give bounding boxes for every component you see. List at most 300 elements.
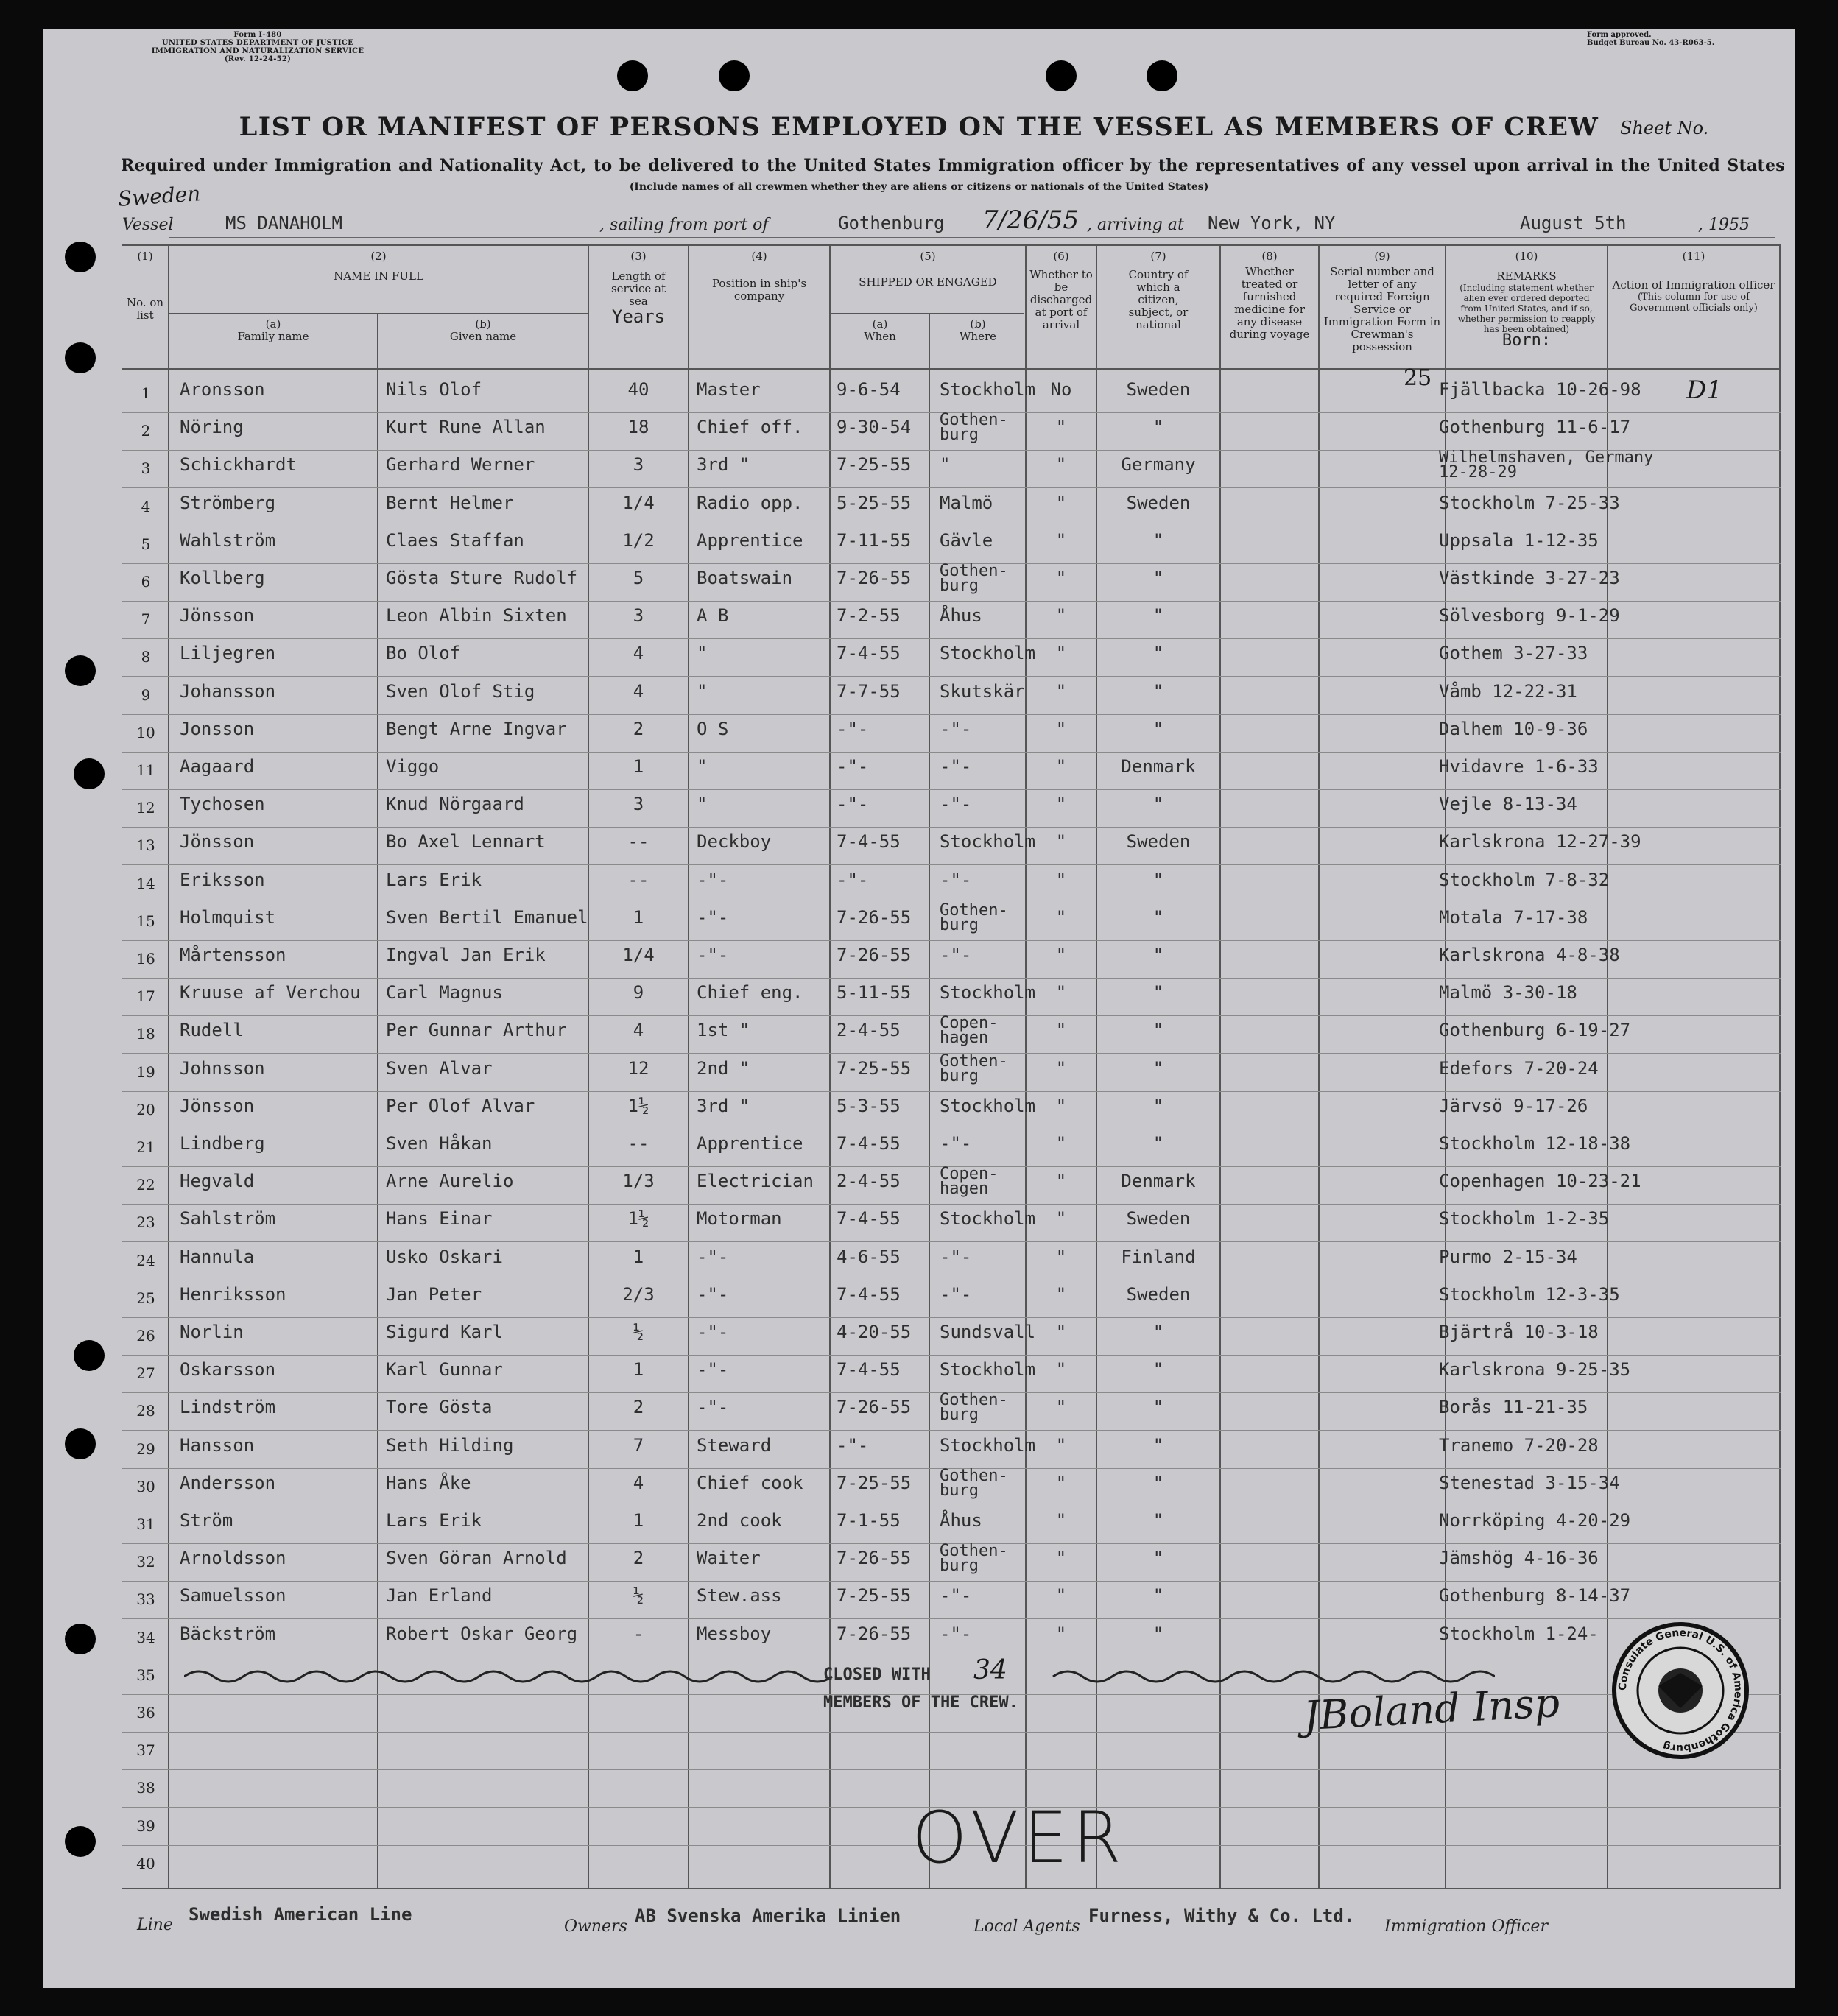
- cell-years: 1/3: [622, 1171, 655, 1192]
- cell-when: 5-25-55: [837, 492, 912, 513]
- cell-when: 7-4-55: [837, 1208, 901, 1230]
- cell-given: Per Gunnar Arthur: [386, 1020, 567, 1041]
- row-number: 23: [136, 1213, 155, 1232]
- table-row: [0, 790, 1838, 828]
- col10-header: [1446, 250, 1607, 350]
- cell-position: ": [697, 680, 708, 702]
- cell-country: ": [1152, 1472, 1164, 1493]
- cell-years: 1: [633, 756, 644, 777]
- cell-discharged: ": [1055, 1095, 1067, 1116]
- cell-family: Lindberg: [180, 1133, 265, 1154]
- cell-family: Hansson: [180, 1434, 255, 1456]
- cell-country: Denmark: [1121, 1171, 1196, 1192]
- cell-discharged: ": [1055, 982, 1067, 1004]
- cell-remarks: Våmb 12-22-31: [1439, 680, 1577, 702]
- table-row: [0, 1544, 1838, 1582]
- row-number: 28: [136, 1402, 155, 1420]
- cell-years: 2/3: [622, 1283, 655, 1305]
- cell-family: Norlin: [180, 1322, 244, 1342]
- cell-discharged: ": [1055, 605, 1067, 627]
- cell-family: Johansson: [180, 680, 276, 702]
- cell-position: 3rd ": [697, 1095, 750, 1116]
- table-row: [0, 489, 1838, 526]
- cell-position: Messboy: [697, 1623, 772, 1644]
- requirement-text: Required under Immigration and Nationality Act, to be delivered to the United States Immigration officer by the representatives of any vessel upon arrival in the United States: [121, 156, 1785, 175]
- col-unit: Years: [611, 306, 666, 327]
- row-number: 7: [141, 610, 151, 629]
- cell-years: 40: [627, 379, 649, 400]
- cell-family: Arnoldsson: [180, 1548, 286, 1569]
- cell-years: --: [627, 869, 649, 890]
- row-number: 33: [136, 1590, 155, 1609]
- departure-date-handwritten: 7/26/55: [982, 205, 1080, 235]
- cell-where: -"-: [940, 869, 972, 890]
- cell-position: O S: [697, 718, 729, 739]
- cell-discharged: ": [1055, 417, 1067, 438]
- cell-where: Åhus: [940, 605, 982, 627]
- name-subheader-rule: [169, 313, 589, 314]
- cell-remarks: Karlskrona 9-25-35: [1439, 1359, 1631, 1381]
- cell-country: ": [1152, 568, 1164, 588]
- arrival-year: , 1955: [1698, 216, 1750, 234]
- row-number: 2: [141, 422, 151, 440]
- table-row: [0, 1016, 1838, 1054]
- cell-country: ": [1152, 680, 1164, 702]
- cell-remarks: Borås 11-21-35: [1439, 1397, 1588, 1418]
- cell-position: Master: [697, 379, 761, 400]
- cell-discharged: ": [1055, 1397, 1067, 1418]
- cell-given: Usko Oskari: [386, 1246, 503, 1267]
- cell-given: Robert Oskar Georg: [386, 1623, 578, 1644]
- row-number: 25: [136, 1289, 155, 1307]
- row-number: 14: [136, 874, 155, 892]
- cell-when: -"-: [837, 718, 869, 739]
- cell-country: ": [1152, 1133, 1164, 1154]
- cell-position: Apprentice: [697, 529, 803, 551]
- cell-where: -"-: [940, 1623, 972, 1644]
- cell-remarks: Jämshög 4-16-36: [1439, 1548, 1599, 1569]
- cell-where: -"-: [940, 945, 972, 965]
- cell-discharged: ": [1055, 906, 1067, 928]
- cell-when: 7-4-55: [837, 1133, 901, 1154]
- cell-given: Gösta Sture Rudolf: [386, 568, 578, 588]
- cell-country: Finland: [1121, 1246, 1196, 1267]
- table-row: [0, 979, 1838, 1016]
- cell-when: -"-: [837, 756, 869, 777]
- cell-family: Lindström: [180, 1397, 276, 1418]
- cell-country: Sweden: [1126, 492, 1191, 513]
- table-row: [0, 1466, 1838, 1506]
- cell-family: Andersson: [180, 1472, 276, 1493]
- row-number: 35: [136, 1666, 155, 1684]
- cell-country: Sweden: [1126, 1208, 1191, 1230]
- members-of-crew-label: MEMBERS OF THE CREW.: [823, 1693, 1018, 1712]
- form-line: Budget Bureau No. 43-R063-5.: [1587, 39, 1715, 47]
- cell-given: Lars Erik: [386, 869, 482, 890]
- cell-years: 5: [633, 568, 644, 588]
- cell-remarks: Vejle 8-13-34: [1439, 794, 1577, 815]
- cell-family: Eriksson: [180, 869, 265, 890]
- row-number: 16: [136, 950, 155, 968]
- cell-given: Per Olof Alvar: [386, 1095, 535, 1116]
- cell-where: Gothen- burg: [940, 1051, 1008, 1085]
- table-row: [0, 1733, 1838, 1770]
- table-row: [0, 900, 1838, 941]
- cell-remarks: Uppsala 1-12-35: [1439, 529, 1599, 551]
- form-line: Form approved.: [1587, 31, 1652, 39]
- col2b-header: [378, 318, 588, 343]
- col-born-label: Born:: [1501, 331, 1552, 350]
- cell-remarks: Gothenburg 8-14-37: [1439, 1585, 1631, 1607]
- cell-when: 7-2-55: [837, 605, 901, 627]
- cell-remarks: Gothenburg 11-6-17: [1439, 417, 1631, 438]
- cell-discharged: ": [1055, 1434, 1067, 1456]
- cell-remarks: Stockholm 7-25-33: [1439, 492, 1620, 513]
- cell-given: Lars Erik: [386, 1510, 482, 1531]
- table-row: [0, 1356, 1838, 1393]
- cell-years: 4: [633, 1020, 644, 1041]
- cell-discharged: ": [1055, 643, 1067, 664]
- handwritten-initials: D1: [1686, 376, 1722, 405]
- row-number: 8: [141, 648, 151, 666]
- cell-family: Mårtensson: [180, 945, 286, 965]
- cell-position: A B: [697, 605, 729, 627]
- cell-when: 7-25-55: [837, 454, 912, 476]
- cell-given: Nils Olof: [386, 379, 482, 400]
- cell-when: -"-: [837, 1434, 869, 1456]
- row-number: 22: [136, 1176, 155, 1194]
- cell-given: Bo Axel Lennart: [386, 831, 546, 853]
- inspector-signature: JBoland Insp: [1302, 1679, 1561, 1740]
- local-agents-name: Furness, Withy & Co. Ltd.: [1088, 1906, 1355, 1926]
- col-number: (11): [1682, 250, 1705, 263]
- cell-discharged: ": [1055, 718, 1067, 739]
- row-number: 10: [136, 723, 155, 741]
- voyage-line: [122, 205, 1779, 238]
- cell-country: ": [1152, 869, 1164, 890]
- vessel-name: MS DANAHOLM: [225, 213, 342, 233]
- cell-country: ": [1152, 1585, 1164, 1607]
- cell-discharged: ": [1055, 492, 1067, 513]
- table-row: [0, 753, 1838, 790]
- cell-remarks: Sölvesborg 9-1-29: [1439, 605, 1620, 627]
- cell-given: Sven Olof Stig: [386, 680, 535, 702]
- cell-given: Sigurd Karl: [386, 1322, 503, 1342]
- cell-country: ": [1152, 417, 1164, 438]
- cell-years: 18: [627, 417, 649, 438]
- cell-country: ": [1152, 1095, 1164, 1116]
- cell-given: Kurt Rune Allan: [386, 417, 546, 438]
- table-row: [0, 602, 1838, 639]
- cell-when: 7-26-55: [837, 945, 912, 965]
- cell-when: 7-7-55: [837, 680, 901, 702]
- cell-where: Gothen- burg: [940, 562, 1008, 595]
- row-number: 24: [136, 1251, 155, 1269]
- cell-discharged: ": [1055, 794, 1067, 815]
- cell-country: ": [1152, 605, 1164, 627]
- cell-remarks: Tranemo 7-20-28: [1439, 1434, 1599, 1456]
- line-label: Line: [137, 1916, 173, 1934]
- cell-where: Gothen- burg: [940, 1466, 1008, 1500]
- cell-family: Jönsson: [180, 831, 255, 853]
- table-row: [0, 1243, 1838, 1280]
- cell-family: Aronsson: [180, 379, 265, 400]
- row-number: 37: [136, 1741, 155, 1760]
- cell-when: 7-4-55: [837, 1359, 901, 1381]
- cell-where: Gävle: [940, 529, 993, 551]
- cell-position: Chief cook: [697, 1472, 803, 1493]
- cell-discharged: ": [1055, 1472, 1067, 1493]
- cell-country: ": [1152, 1623, 1164, 1644]
- cell-country: ": [1152, 1359, 1164, 1381]
- col3-header: [589, 250, 688, 327]
- cell-where: Stockholm: [940, 1359, 1036, 1381]
- col-number: (2): [370, 250, 387, 263]
- cell-position: -"-: [697, 1397, 729, 1418]
- cell-years: 7: [633, 1434, 644, 1456]
- cell-family: Holmquist: [180, 906, 276, 928]
- form-line: (Rev. 12-24-52): [224, 55, 292, 63]
- table-top-border: [122, 244, 1781, 246]
- cell-family: Kruuse af Verchou: [180, 982, 361, 1004]
- cell-family: Jonsson: [180, 718, 255, 739]
- cell-family: Hegvald: [180, 1171, 255, 1192]
- cell-given: Bernt Helmer: [386, 492, 514, 513]
- cell-position: Chief eng.: [697, 982, 803, 1004]
- cell-years: 1/2: [622, 529, 655, 551]
- cell-position: -"-: [697, 1283, 729, 1305]
- cell-position: Electrician: [697, 1171, 814, 1192]
- cell-family: Nöring: [180, 417, 244, 438]
- arrival-date: August 5th: [1520, 213, 1627, 233]
- sailing-label: , sailing from port of: [599, 216, 769, 234]
- cell-where: Stockholm: [940, 379, 1036, 400]
- cell-discharged: ": [1055, 945, 1067, 965]
- cell-country: ": [1152, 1397, 1164, 1418]
- cell-given: Carl Magnus: [386, 982, 503, 1004]
- row-number: 26: [136, 1327, 155, 1344]
- cell-given: Claes Staffan: [386, 529, 524, 551]
- cell-remarks: Wilhelmshaven, Germany 12-28-29: [1439, 448, 1654, 482]
- cell-years: -: [633, 1623, 644, 1644]
- col-label: Family name: [237, 330, 309, 343]
- table-row: [0, 1582, 1838, 1619]
- table-row: [0, 1167, 1838, 1205]
- col7-header: [1097, 250, 1219, 331]
- cell-years: 3: [633, 454, 644, 476]
- table-row: [0, 1129, 1838, 1167]
- cell-remarks: Stockholm 1-24-: [1439, 1623, 1599, 1644]
- punch-hole: [1147, 60, 1177, 91]
- cell-discharged: ": [1055, 454, 1067, 476]
- col8-header: [1221, 250, 1318, 341]
- sheet-number-label: Sheet No.: [1620, 118, 1709, 138]
- cell-position: Apprentice: [697, 1133, 803, 1154]
- cell-where: Gothen- burg: [940, 411, 1008, 445]
- table-row: [0, 677, 1838, 715]
- cell-where: Stockholm: [940, 1095, 1036, 1116]
- cell-remarks: Copenhagen 10-23-21: [1439, 1171, 1641, 1192]
- col-number: (3): [630, 250, 647, 263]
- cell-given: Gerhard Werner: [386, 454, 535, 476]
- cell-where: Skutskär: [940, 680, 1025, 702]
- cell-when: 4-6-55: [837, 1246, 901, 1267]
- cell-country: ": [1152, 1020, 1164, 1041]
- cell-given: Sven Alvar: [386, 1057, 493, 1079]
- col5-header: [831, 250, 1025, 289]
- cell-country: Sweden: [1126, 1283, 1191, 1305]
- col-number: (8): [1261, 250, 1278, 263]
- owners-name: AB Svenska Amerika Linien: [635, 1906, 901, 1926]
- cell-when: 7-26-55: [837, 1623, 912, 1644]
- cell-given: Tore Gösta: [386, 1397, 493, 1418]
- cell-discharged: ": [1055, 1623, 1067, 1644]
- immigration-officer-label: Immigration Officer: [1384, 1917, 1548, 1936]
- row-number: 17: [136, 987, 155, 1006]
- cell-remarks: Gothem 3-27-33: [1439, 643, 1588, 664]
- col-sublabel: (Including statement whether alien ever ordered deported from United States, and if so, whether permission to reapply has been obtained): [1457, 283, 1596, 334]
- cell-where: Stockholm: [940, 1208, 1036, 1230]
- cell-discharged: ": [1055, 529, 1067, 551]
- col-label: Length of service at sea: [610, 269, 666, 308]
- cell-where: Copen- hagen: [940, 1165, 999, 1199]
- row-number: 6: [141, 573, 151, 591]
- cell-given: Bo Olof: [386, 643, 461, 664]
- row-number: 34: [136, 1628, 155, 1646]
- form-line: Form I-480: [233, 31, 282, 39]
- cell-when: 7-25-55: [837, 1472, 912, 1493]
- col-label: Position in ship's company: [711, 277, 807, 303]
- cell-when: 5-3-55: [837, 1095, 901, 1116]
- col-number: (1): [137, 250, 153, 263]
- shipped-subheader-rule: [831, 313, 1024, 314]
- cell-where: -"-: [940, 794, 972, 815]
- cell-where: Copen- hagen: [940, 1014, 999, 1048]
- cell-years: 1½: [627, 1208, 649, 1230]
- col-number: (5): [920, 250, 936, 263]
- table-row: [0, 1051, 1838, 1092]
- consulate-stamp: [1610, 1620, 1751, 1761]
- cell-given: Bengt Arne Ingvar: [386, 718, 567, 739]
- punch-hole: [65, 342, 96, 373]
- cell-remarks: Stockholm 1-2-35: [1439, 1208, 1610, 1230]
- cell-years: 9: [633, 982, 644, 1004]
- cell-family: Strömberg: [180, 492, 276, 513]
- voyage-underline: [169, 237, 1775, 238]
- col-label: Whether to be discharged at port of arrival: [1029, 268, 1093, 331]
- cell-remarks: Gothenburg 6-19-27: [1439, 1020, 1631, 1041]
- col5a-header: [831, 318, 929, 343]
- form-line: IMMIGRATION AND NATURALIZATION SERVICE: [151, 47, 365, 55]
- cell-position: -"-: [697, 945, 729, 965]
- vessel-label: Vessel: [122, 216, 174, 234]
- table-row: [0, 866, 1838, 903]
- cell-years: 1: [633, 1246, 644, 1267]
- cell-when: 7-25-55: [837, 1585, 912, 1607]
- table-row: [0, 1318, 1838, 1356]
- cell-when: 2-4-55: [837, 1020, 901, 1041]
- table-row: [0, 1620, 1838, 1657]
- table-row: [0, 1205, 1838, 1242]
- cell-when: 7-26-55: [837, 1548, 912, 1569]
- cell-where: -"-: [940, 718, 972, 739]
- col11-header: [1608, 250, 1779, 314]
- cell-given: Hans Åke: [386, 1472, 471, 1493]
- col-number: (b): [970, 317, 986, 331]
- cell-remarks: Dalhem 10-9-36: [1439, 718, 1588, 739]
- cell-family: Johnsson: [180, 1057, 265, 1079]
- cell-years: 1: [633, 906, 644, 928]
- cell-family: Henriksson: [180, 1283, 286, 1305]
- cell-when: 7-4-55: [837, 831, 901, 853]
- col-label: NAME IN FULL: [334, 269, 423, 283]
- cell-position: Stew.ass: [697, 1585, 782, 1607]
- cell-discharged: ": [1055, 1020, 1067, 1041]
- cell-given: Knud Nörgaard: [386, 794, 524, 815]
- cell-position: 2nd ": [697, 1057, 750, 1079]
- cell-discharged: ": [1055, 756, 1067, 777]
- cell-discharged: ": [1055, 1510, 1067, 1531]
- cell-years: ½: [633, 1585, 644, 1607]
- cell-where: Gothen- burg: [940, 1391, 1008, 1425]
- col-label: REMARKS: [1496, 269, 1557, 283]
- cell-when: 2-4-55: [837, 1171, 901, 1192]
- cell-where: Stockholm: [940, 831, 1036, 853]
- cell-where: Åhus: [940, 1510, 982, 1531]
- cell-given: Leon Albin Sixten: [386, 605, 567, 627]
- cell-given: Seth Hilding: [386, 1434, 514, 1456]
- col-label: Given name: [449, 330, 517, 343]
- country-handwritten-note: Sweden: [116, 181, 202, 211]
- col5b-header: [931, 318, 1025, 343]
- include-note: (Include names of all crewmen whether they are aliens or citizens or nationals of the United States): [629, 181, 1209, 193]
- cell-position: 1st ": [697, 1020, 750, 1041]
- cell-position: Chief off.: [697, 417, 803, 438]
- cell-discharged: ": [1055, 869, 1067, 890]
- row-number: 30: [136, 1477, 155, 1495]
- col-label: When: [864, 330, 896, 343]
- budget-approval: [1587, 31, 1764, 47]
- col4-header: [689, 250, 829, 303]
- cell-discharged: ": [1055, 1208, 1067, 1230]
- cell-where: -"-: [940, 1246, 972, 1267]
- cell-discharged: ": [1055, 1322, 1067, 1342]
- form-line: UNITED STATES DEPARTMENT OF JUSTICE: [161, 39, 354, 47]
- cell-discharged: ": [1055, 1057, 1067, 1079]
- cell-family: Jönsson: [180, 1095, 255, 1116]
- row-number: 9: [141, 685, 151, 704]
- col-number: (9): [1374, 250, 1390, 263]
- cell-position: 3rd ": [697, 454, 750, 476]
- cell-given: Arne Aurelio: [386, 1171, 514, 1192]
- punch-hole: [719, 60, 750, 91]
- table-row: [0, 1280, 1838, 1318]
- cell-family: Oskarsson: [180, 1359, 276, 1381]
- cell-given: Karl Gunnar: [386, 1359, 503, 1381]
- cell-country: ": [1152, 1548, 1164, 1569]
- cell-where: -"-: [940, 1585, 972, 1607]
- cell-remarks: Stockholm 12-18-38: [1439, 1133, 1631, 1154]
- col-number: (4): [751, 250, 767, 263]
- table-bottom-border: [122, 1888, 1781, 1889]
- cell-discharged: No: [1050, 379, 1072, 400]
- table-header-bottom: [122, 368, 1781, 370]
- cell-when: 7-11-55: [837, 529, 912, 551]
- cell-position: Waiter: [697, 1548, 761, 1569]
- cell-discharged: ": [1055, 1133, 1067, 1154]
- cell-country: Sweden: [1126, 831, 1191, 853]
- local-agents-label: Local Agents: [973, 1917, 1080, 1936]
